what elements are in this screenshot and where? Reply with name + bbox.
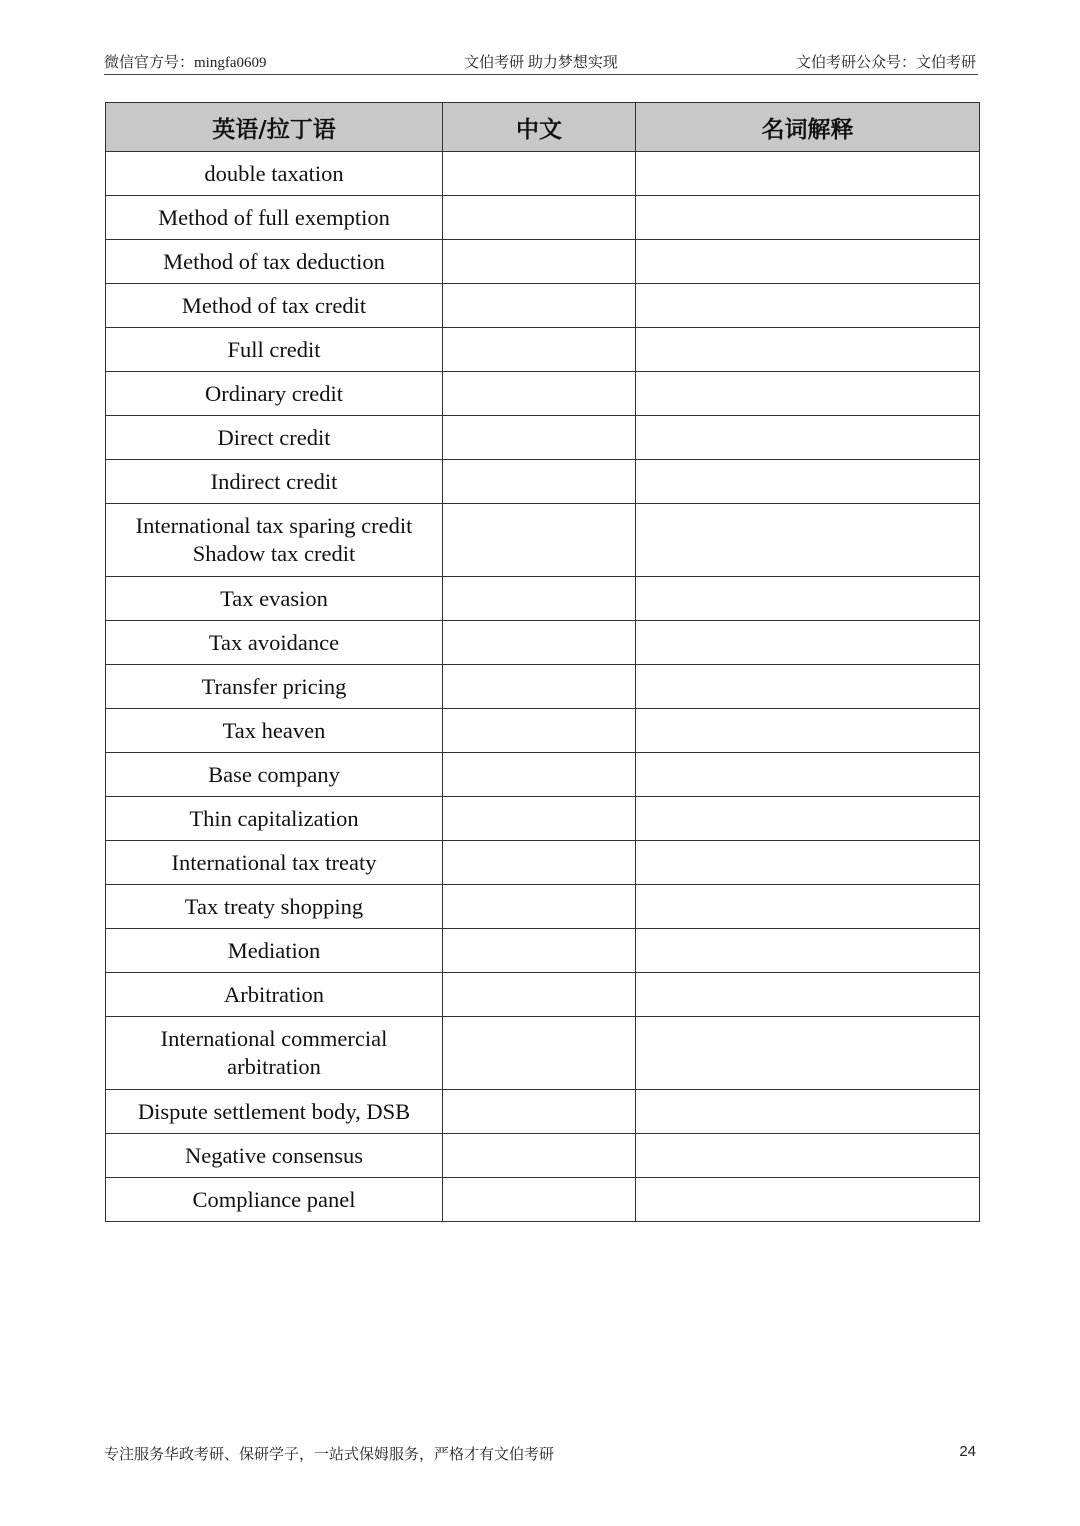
table-row <box>106 885 980 929</box>
column-header-term: 英语/拉丁语 <box>106 103 443 152</box>
definition-cell <box>636 973 980 1017</box>
chinese-cell <box>443 372 636 416</box>
vocabulary-table <box>105 102 980 1222</box>
table-body <box>106 152 980 1222</box>
header-slogan: 文伯考研 助力梦想实现 <box>464 55 618 71</box>
term-cell <box>106 1017 443 1090</box>
term-text: Thin capitalization <box>189 805 359 831</box>
term-cell <box>106 753 443 797</box>
table-row <box>106 284 980 328</box>
table-row <box>106 709 980 753</box>
term-text: International tax treaty <box>171 849 377 875</box>
term-text: Method of tax credit <box>181 292 367 318</box>
chinese-cell <box>443 1178 636 1222</box>
term-cell <box>106 416 443 460</box>
chinese-cell <box>443 1134 636 1178</box>
definition-cell <box>636 885 980 929</box>
definition-cell <box>636 577 980 621</box>
table-row <box>106 1134 980 1178</box>
term-text: Tax heaven <box>222 717 326 743</box>
definition-cell <box>636 240 980 284</box>
term-text: Negative consensus <box>184 1142 364 1168</box>
table-row <box>106 372 980 416</box>
table-row <box>106 577 980 621</box>
term-text: Base company <box>208 761 340 787</box>
table-row <box>106 1017 980 1090</box>
term-cell <box>106 1090 443 1134</box>
term-text: double taxation <box>204 160 344 186</box>
term-text: Dispute settlement body, DSB <box>137 1098 411 1124</box>
chinese-cell <box>443 240 636 284</box>
definition-cell <box>636 460 980 504</box>
chinese-cell <box>443 973 636 1017</box>
column-header-chinese: 中文 <box>443 103 636 152</box>
chinese-cell <box>443 328 636 372</box>
definition-cell <box>636 196 980 240</box>
term-cell <box>106 1178 443 1222</box>
term-cell <box>106 841 443 885</box>
term-text: Arbitration <box>224 981 324 1007</box>
table-row <box>106 621 980 665</box>
table-row <box>106 196 980 240</box>
chinese-cell <box>443 284 636 328</box>
table-row <box>106 841 980 885</box>
table-row <box>106 1178 980 1222</box>
table-row <box>106 929 980 973</box>
term-text: Indirect credit <box>210 468 338 494</box>
definition-cell <box>636 416 980 460</box>
chinese-cell <box>443 416 636 460</box>
chinese-cell <box>443 797 636 841</box>
table-row <box>106 1090 980 1134</box>
term-cell <box>106 577 443 621</box>
definition-cell <box>636 665 980 709</box>
definition-cell <box>636 929 980 973</box>
header-public-account: 文伯考研公众号：文伯考研 <box>795 55 976 71</box>
term-cell <box>106 284 443 328</box>
page-footer <box>104 1443 978 1465</box>
definition-cell <box>636 753 980 797</box>
term-cell <box>106 1134 443 1178</box>
term-cell <box>106 196 443 240</box>
table-row <box>106 753 980 797</box>
table-header-row <box>106 103 980 152</box>
definition-cell <box>636 152 980 196</box>
chinese-cell <box>443 885 636 929</box>
term-cell <box>106 929 443 973</box>
chinese-cell <box>443 665 636 709</box>
chinese-cell <box>443 196 636 240</box>
header-wechat-id: 微信官方号：mingfa0609 <box>104 55 267 71</box>
definition-cell <box>636 284 980 328</box>
term-text: International tax sparing credit <box>135 513 413 538</box>
term-text: arbitration <box>227 1054 321 1079</box>
term-text: Ordinary credit <box>204 380 344 406</box>
term-text: Tax evasion <box>220 585 328 611</box>
table-row <box>106 665 980 709</box>
definition-cell <box>636 504 980 577</box>
term-text: Shadow tax credit <box>192 541 356 566</box>
table-row <box>106 152 980 196</box>
chinese-cell <box>443 1017 636 1090</box>
term-cell <box>106 709 443 753</box>
term-cell <box>106 504 443 577</box>
definition-cell <box>636 372 980 416</box>
chinese-cell <box>443 577 636 621</box>
table-row <box>106 504 980 577</box>
definition-cell <box>636 1090 980 1134</box>
term-text: Tax treaty shopping <box>184 893 364 919</box>
table-row <box>106 416 980 460</box>
definition-cell <box>636 797 980 841</box>
column-header-definition: 名词解释 <box>636 103 980 152</box>
term-text: Direct credit <box>217 424 331 450</box>
term-cell <box>106 240 443 284</box>
chinese-cell <box>443 841 636 885</box>
chinese-cell <box>443 929 636 973</box>
page-number: 24 <box>959 1443 976 1460</box>
chinese-cell <box>443 152 636 196</box>
chinese-cell <box>443 1090 636 1134</box>
term-text: Tax avoidance <box>208 629 340 655</box>
term-cell <box>106 621 443 665</box>
footer-slogan: 专注服务华政考研、保研学子，一站式保姆服务，严格才有文伯考研 <box>104 1447 555 1463</box>
term-text: Mediation <box>227 937 321 963</box>
term-text: Transfer pricing <box>201 673 347 699</box>
definition-cell <box>636 709 980 753</box>
table-row <box>106 973 980 1017</box>
table-row <box>106 328 980 372</box>
definition-cell <box>636 841 980 885</box>
table-row <box>106 240 980 284</box>
term-cell <box>106 665 443 709</box>
chinese-cell <box>443 504 636 577</box>
term-text: Compliance panel <box>192 1186 356 1212</box>
table-row <box>106 797 980 841</box>
term-cell <box>106 372 443 416</box>
term-text: International commercial <box>160 1026 388 1051</box>
page-header <box>104 50 978 75</box>
definition-cell <box>636 1134 980 1178</box>
chinese-cell <box>443 621 636 665</box>
chinese-cell <box>443 709 636 753</box>
definition-cell <box>636 1178 980 1222</box>
chinese-cell <box>443 460 636 504</box>
term-text: Method of tax deduction <box>163 248 385 274</box>
chinese-cell <box>443 753 636 797</box>
term-cell <box>106 885 443 929</box>
term-cell <box>106 328 443 372</box>
term-cell <box>106 460 443 504</box>
table-row <box>106 460 980 504</box>
definition-cell <box>636 328 980 372</box>
term-text: Full credit <box>227 336 321 362</box>
term-cell <box>106 152 443 196</box>
term-text: Method of full exemption <box>158 204 390 230</box>
term-cell <box>106 973 443 1017</box>
definition-cell <box>636 621 980 665</box>
definition-cell <box>636 1017 980 1090</box>
term-cell <box>106 797 443 841</box>
